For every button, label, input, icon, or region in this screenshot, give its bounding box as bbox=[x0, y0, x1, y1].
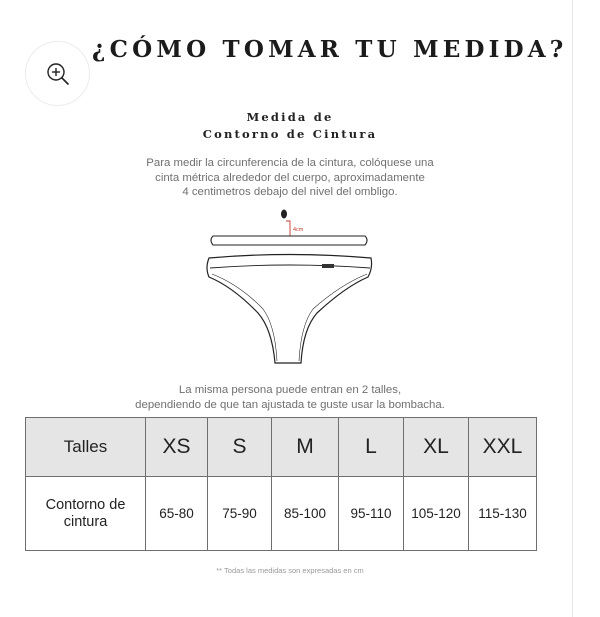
footnote: ** Todas las medidas son expresadas en cm bbox=[216, 566, 364, 575]
briefs-label-tag bbox=[322, 264, 334, 268]
waist-value-m: 85-100 bbox=[272, 477, 339, 551]
waist-row bbox=[26, 477, 537, 551]
waist-row-label-line-2: cintura bbox=[63, 513, 108, 530]
waist-value-xl: 105-120 bbox=[404, 477, 469, 551]
header-size-m: M bbox=[272, 418, 339, 477]
briefs-outline bbox=[207, 255, 372, 364]
waist-value-l: 95-110 bbox=[339, 477, 404, 551]
waist-value-s: 75-90 bbox=[208, 477, 272, 551]
navel-mark bbox=[281, 210, 287, 219]
page-right-border bbox=[572, 0, 573, 617]
note-line-2: dependiendo de que tan ajustada te guste usar la bombacha. bbox=[135, 398, 445, 411]
header-size-xl: XL bbox=[404, 418, 469, 477]
description-line-2: cinta métrica alrededor del cuerpo, aproximadamente bbox=[155, 171, 425, 184]
waist-measurement-illustration bbox=[195, 203, 385, 373]
header-size-xs: XS bbox=[146, 418, 208, 477]
subtitle-line-2: Contorno de Cintura bbox=[202, 127, 378, 141]
header-size-xxl: XXL bbox=[469, 418, 537, 477]
header-size-l: L bbox=[339, 418, 404, 477]
description-line-1: Para medir la circunferencia de la cintura, colóquese una bbox=[146, 157, 434, 169]
size-table bbox=[25, 417, 537, 551]
note-line-1: La misma persona puede entran en 2 talles, bbox=[178, 384, 402, 396]
waist-value-xxl: 115-130 bbox=[469, 477, 537, 551]
measure-bracket bbox=[286, 221, 290, 237]
waist-row-label bbox=[26, 477, 146, 551]
measurement-description bbox=[110, 156, 470, 200]
zoom-in-button[interactable] bbox=[25, 41, 90, 106]
size-note bbox=[100, 383, 480, 412]
size-table-header-row bbox=[26, 418, 537, 477]
header-talles: Talles bbox=[26, 418, 146, 477]
header-size-s: S bbox=[208, 418, 272, 477]
description-line-3: 4 centimetros debajo del nivel del ombligo. bbox=[182, 186, 398, 198]
zoom-in-icon bbox=[45, 61, 71, 87]
measurement-subtitle bbox=[160, 109, 420, 143]
page-title: ¿CÓMO TOMAR TU MEDIDA? bbox=[92, 36, 568, 63]
measuring-tape bbox=[211, 236, 367, 245]
waist-row-label-line-1: Contorno de bbox=[45, 496, 126, 513]
measure-label: 4cm bbox=[293, 227, 304, 233]
waist-value-xs: 65-80 bbox=[146, 477, 208, 551]
subtitle-line-1: Medida de bbox=[246, 110, 334, 124]
